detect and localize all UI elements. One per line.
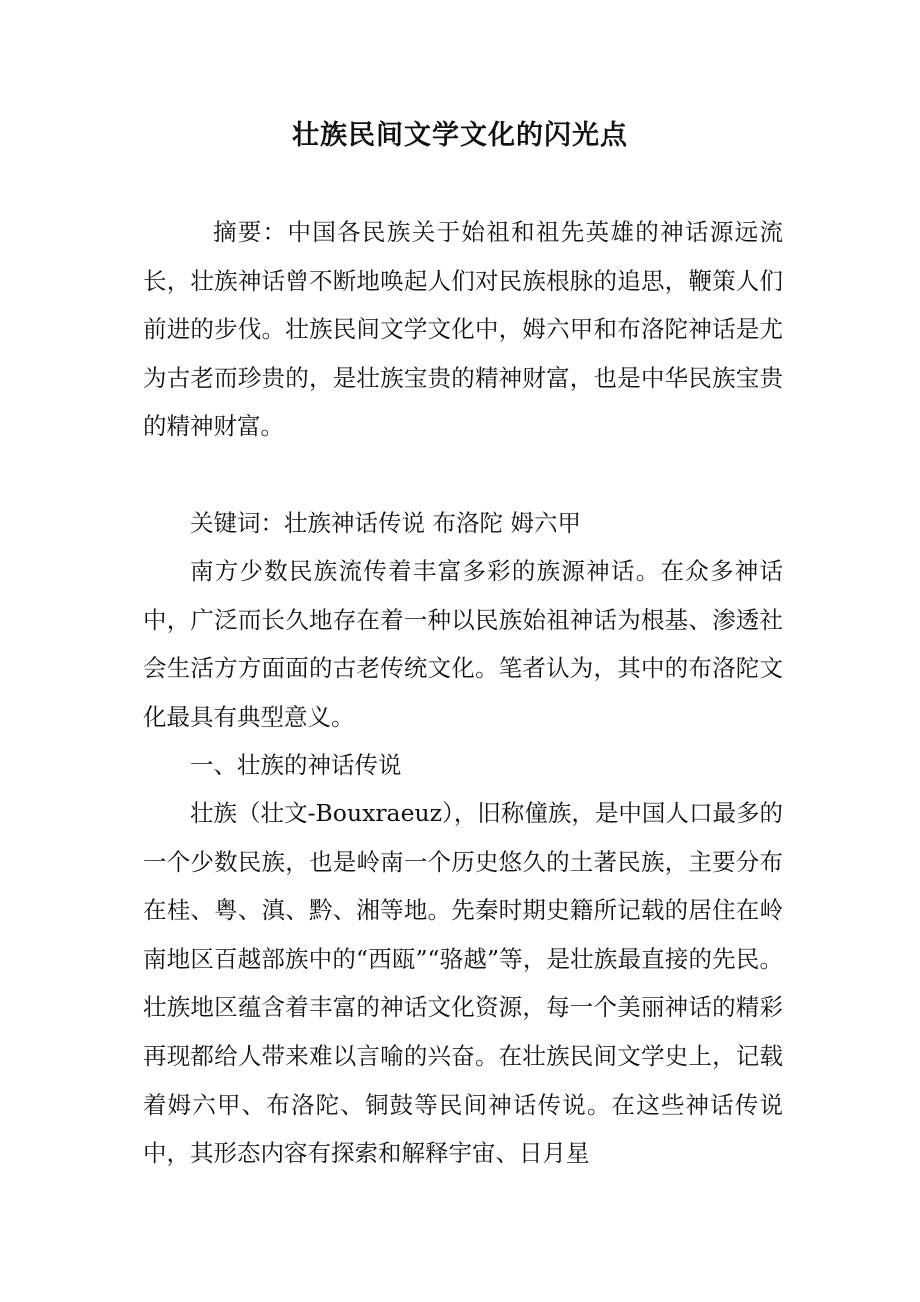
document-title: 壮族民间文学文化的闪光点 [292, 120, 628, 151]
keywords-line: 关键词：壮族神话传说 布洛陀 姆六甲 [190, 509, 581, 537]
body-paragraph: 壮族（壮文-Bouxraeuz），旧称僮族，是中国人口最多的一个少数民族，也是岭南一个历史悠久的土著民族，主要分布在桂、粤、滇、黔、湘等地。先秦时期史籍所记载的居住在岭南地区百越部族中的“西瓯”“骆越”等，是壮族最直接的先民。壮族地区蕴含着丰富的神话文化资源，每一个美丽神话的精彩再现都给人带来难以言喻的兴奋。在壮族民间文学史上，记载着姆六甲、布洛陀、铜鼓等民间神话传说。在这些神话传说中，其形态内容有探索和解释宇宙、日月星 [143, 799, 783, 1168]
section-heading: 一、壮族的神话传说 [190, 751, 402, 779]
abstract-paragraph: 摘要：中国各民族关于始祖和祖先英雄的神话源远流长，壮族神话曾不断地唤起人们对民族根脉的追思，鞭策人们前进的步伐。壮族民间文学文化中，姆六甲和布洛陀神话是尤为古老而珍贵的，是壮族宝贵的精神财富，也是中华民族宝贵的精神财富。 [143, 218, 783, 441]
intro-paragraph: 南方少数民族流传着丰富多彩的族源神话。在众多神话中，广泛而长久地存在着一种以民族始祖神话为根基、渗透社会生活方方面面的古老传统文化。笔者认为，其中的布洛陀文化最具有典型意义。 [143, 557, 783, 731]
